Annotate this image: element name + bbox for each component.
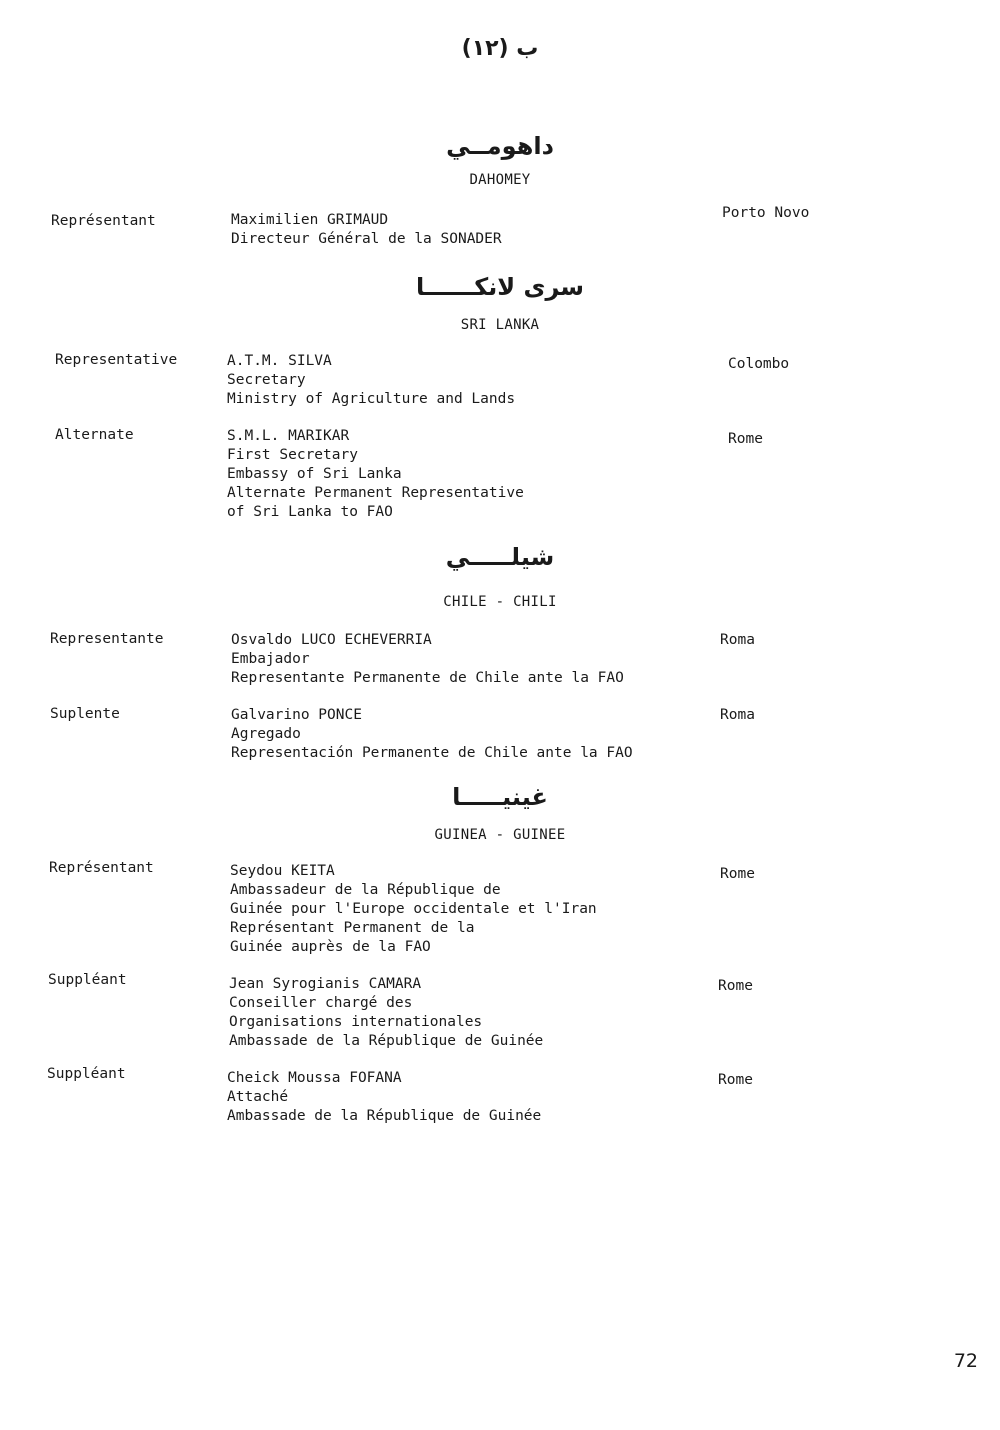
delegate-role: Suplente bbox=[50, 706, 120, 722]
delegate-role: Suppléant bbox=[48, 972, 127, 988]
delegate-line: Cheick Moussa FOFANA bbox=[227, 1070, 402, 1086]
delegate-details bbox=[231, 706, 633, 763]
delegate-line: Representante Permanente de Chile ante la FAO bbox=[231, 670, 624, 686]
page-number: 72 bbox=[953, 1350, 978, 1372]
delegate-line: Attaché bbox=[227, 1089, 289, 1105]
delegate-location: Porto Novo bbox=[722, 205, 810, 221]
delegate-details bbox=[227, 1069, 541, 1126]
delegate-line: Ambassadeur de la République de bbox=[230, 882, 501, 898]
delegate-role: Représentant bbox=[51, 213, 156, 229]
delegate-details bbox=[231, 631, 624, 688]
delegate-location: Rome bbox=[720, 866, 755, 882]
page-marker: ب (١٢) bbox=[461, 36, 539, 61]
delegate-line: Galvarino PONCE bbox=[231, 707, 362, 723]
delegate-details bbox=[227, 427, 524, 522]
delegate-location: Rome bbox=[718, 1072, 753, 1088]
delegate-location: Rome bbox=[718, 978, 753, 994]
delegate-line: Jean Syrogianis CAMARA bbox=[229, 976, 422, 992]
delegate-line: Maximilien GRIMAUD bbox=[231, 212, 389, 228]
delegate-location: Roma bbox=[720, 707, 755, 723]
country-arabic-name: سرى لانكــــــا bbox=[416, 273, 584, 301]
delegate-line: Organisations internationales bbox=[229, 1014, 483, 1030]
delegate-role: Representative bbox=[55, 352, 178, 368]
delegate-line: Représentant Permanent de la bbox=[230, 920, 475, 936]
delegate-details bbox=[231, 211, 502, 249]
delegate-details bbox=[227, 352, 515, 409]
country-name: GUINEA - GUINEE bbox=[434, 827, 566, 843]
country-name: SRI LANKA bbox=[460, 317, 540, 333]
delegate-line: Conseiller chargé des bbox=[229, 995, 413, 1011]
delegate-role: Suppléant bbox=[47, 1066, 126, 1082]
delegate-location: Roma bbox=[720, 632, 755, 648]
delegate-line: Representación Permanente de Chile ante la FAO bbox=[231, 745, 633, 761]
delegate-line: Seydou KEITA bbox=[230, 863, 335, 879]
delegate-line: S.M.L. MARIKAR bbox=[227, 428, 350, 444]
delegate-location: Rome bbox=[728, 431, 763, 447]
delegate-line: Guinée auprès de la FAO bbox=[230, 939, 431, 955]
delegate-line: Embassy of Sri Lanka bbox=[227, 466, 402, 482]
delegate-line: Secretary bbox=[227, 372, 306, 388]
delegate-line: Ministry of Agriculture and Lands bbox=[227, 391, 516, 407]
delegate-line: Osvaldo LUCO ECHEVERRIA bbox=[231, 632, 432, 648]
delegate-line: Ambassade de la République de Guinée bbox=[227, 1108, 542, 1124]
country-arabic-name: داهومــي bbox=[446, 132, 554, 160]
delegate-line: Guinée pour l'Europe occidentale et l'Iran bbox=[230, 901, 597, 917]
delegate-line: First Secretary bbox=[227, 447, 358, 463]
delegate-line: Agregado bbox=[231, 726, 301, 742]
delegate-role: Alternate bbox=[55, 427, 134, 443]
delegate-line: A.T.M. SILVA bbox=[227, 353, 332, 369]
delegate-details bbox=[229, 975, 543, 1051]
delegate-line: Embajador bbox=[231, 651, 310, 667]
delegate-line: Alternate Permanent Representative bbox=[227, 485, 524, 501]
delegate-role: Representante bbox=[50, 631, 164, 647]
country-name: DAHOMEY bbox=[469, 172, 531, 188]
delegate-line: Ambassade de la République de Guinée bbox=[229, 1033, 544, 1049]
delegate-details bbox=[230, 862, 597, 957]
delegate-line: Directeur Général de la SONADER bbox=[231, 231, 502, 247]
country-name: CHILE - CHILI bbox=[443, 594, 557, 610]
delegate-line: of Sri Lanka to FAO bbox=[227, 504, 393, 520]
country-arabic-name: شيلـــــي bbox=[445, 543, 555, 571]
delegate-location: Colombo bbox=[728, 356, 790, 372]
delegate-role: Représentant bbox=[49, 860, 154, 876]
country-arabic-name: غينيـــــا bbox=[452, 783, 548, 811]
